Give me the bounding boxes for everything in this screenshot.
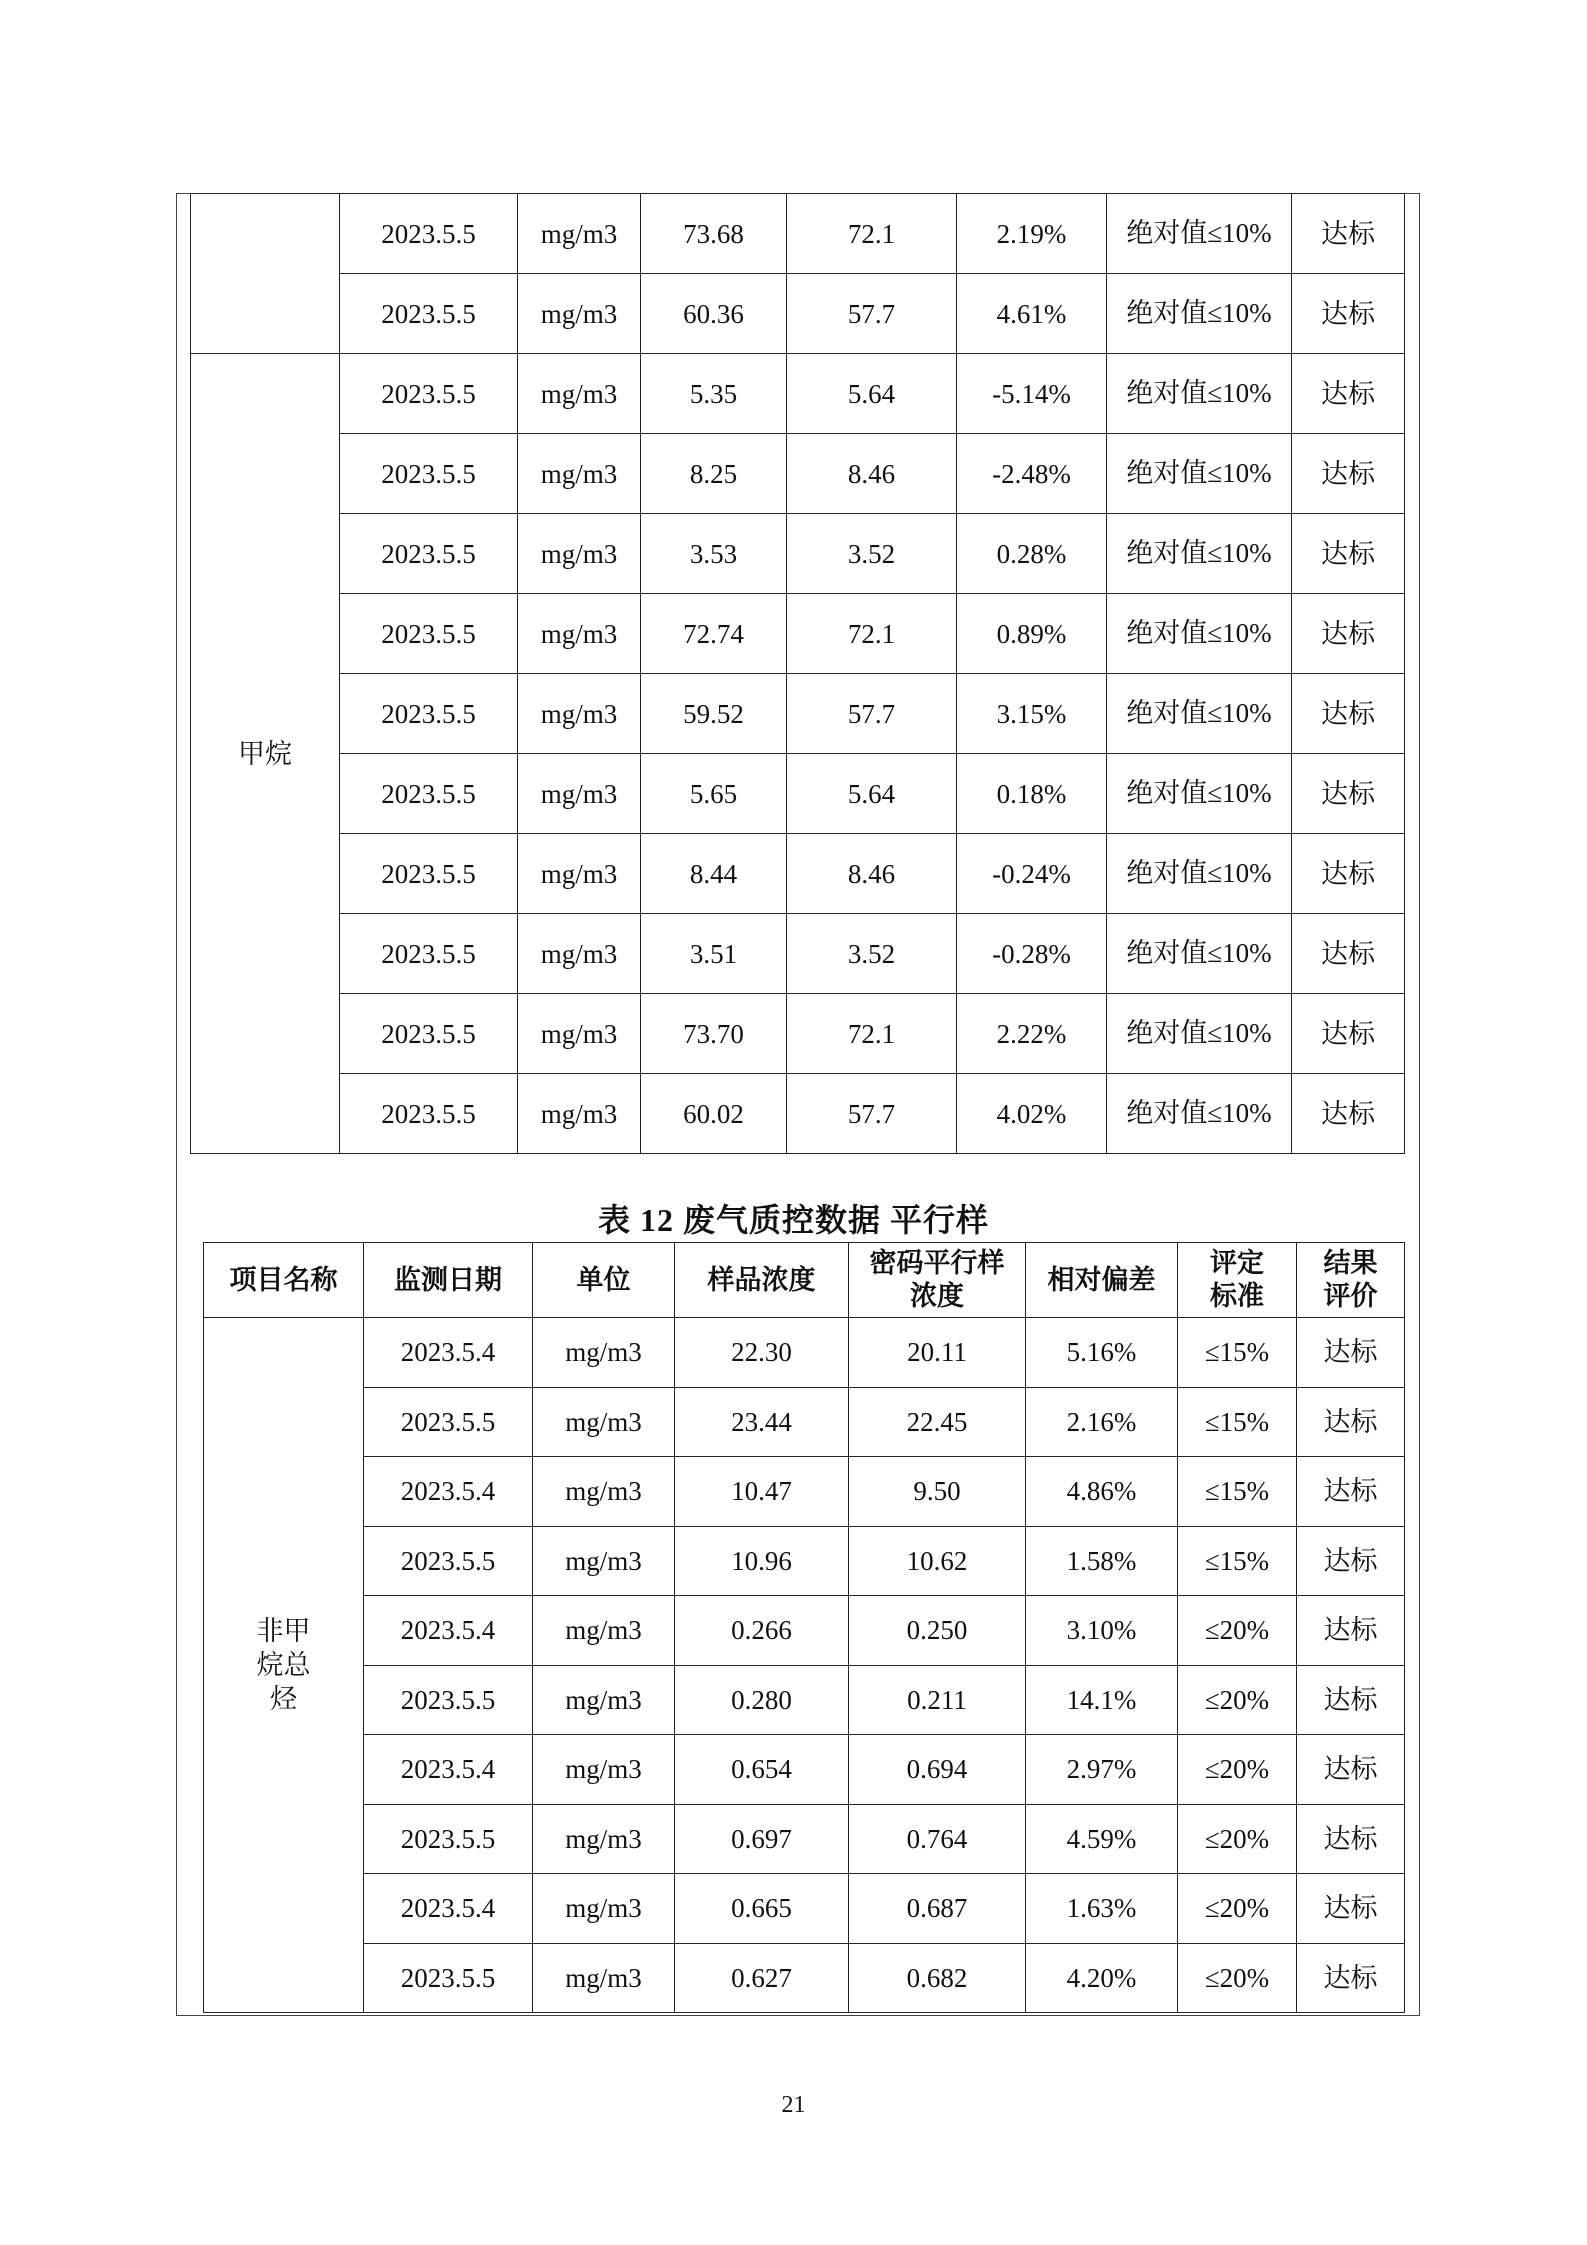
header-item-name: 项目名称: [204, 1243, 364, 1318]
sample-cell: 10.47: [675, 1457, 849, 1527]
deviation-cell: 1.58%: [1026, 1526, 1178, 1596]
date-cell: 2023.5.5: [364, 1943, 533, 2013]
measured-cell: 59.52: [641, 674, 787, 754]
standard-cell: ≤15%: [1178, 1526, 1297, 1596]
header-sample-conc: 样品浓度: [675, 1243, 849, 1318]
standard-cell: 绝对值≤10%: [1107, 994, 1292, 1074]
deviation-cell: 0.28%: [957, 514, 1107, 594]
date-cell: 2023.5.5: [340, 834, 518, 914]
sample-cell: 0.665: [675, 1874, 849, 1944]
table-row: [191, 194, 1405, 274]
standard-cell: ≤20%: [1178, 1943, 1297, 2013]
table-row: [191, 274, 1405, 354]
date-cell: 2023.5.5: [340, 994, 518, 1074]
result-cell: 达标: [1297, 1457, 1405, 1527]
table-row: [191, 434, 1405, 514]
standard-cell: ≤20%: [1178, 1804, 1297, 1874]
standard-cell: ≤20%: [1178, 1735, 1297, 1805]
reference-cell: 3.52: [787, 914, 957, 994]
standard-cell: 绝对值≤10%: [1107, 274, 1292, 354]
parallel-cell: 0.250: [849, 1596, 1026, 1666]
standard-cell: 绝对值≤10%: [1107, 834, 1292, 914]
sample-cell: 0.266: [675, 1596, 849, 1666]
measured-cell: 5.35: [641, 354, 787, 434]
deviation-cell: -2.48%: [957, 434, 1107, 514]
standard-cell: 绝对值≤10%: [1107, 914, 1292, 994]
table-row: [204, 1526, 1405, 1596]
parallel-cell: 9.50: [849, 1457, 1026, 1527]
deviation-cell: 4.02%: [957, 1074, 1107, 1154]
standard-cell: 绝对值≤10%: [1107, 594, 1292, 674]
table-row: [191, 514, 1405, 594]
item-name-cell: 非甲烷总烃: [204, 1318, 364, 2013]
unit-cell: mg/m3: [518, 754, 641, 834]
table-row: [204, 1318, 1405, 1388]
parallel-cell: 0.682: [849, 1943, 1026, 2013]
deviation-cell: -0.24%: [957, 834, 1107, 914]
unit-cell: mg/m3: [518, 594, 641, 674]
date-cell: 2023.5.5: [340, 594, 518, 674]
standard-cell: ≤20%: [1178, 1596, 1297, 1666]
date-cell: 2023.5.5: [364, 1665, 533, 1735]
unit-cell: mg/m3: [518, 434, 641, 514]
date-cell: 2023.5.4: [364, 1318, 533, 1388]
unit-cell: mg/m3: [518, 914, 641, 994]
date-cell: 2023.5.5: [340, 354, 518, 434]
result-cell: 达标: [1292, 594, 1405, 674]
date-cell: 2023.5.5: [364, 1804, 533, 1874]
table-row: [191, 1074, 1405, 1154]
measured-cell: 3.51: [641, 914, 787, 994]
standard-cell: 绝对值≤10%: [1107, 1074, 1292, 1154]
result-cell: 达标: [1292, 834, 1405, 914]
sample-cell: 0.280: [675, 1665, 849, 1735]
result-cell: 达标: [1297, 1387, 1405, 1457]
parallel-cell: 0.694: [849, 1735, 1026, 1805]
deviation-cell: 2.97%: [1026, 1735, 1178, 1805]
date-cell: 2023.5.5: [340, 434, 518, 514]
standard-cell: ≤15%: [1178, 1387, 1297, 1457]
standard-cell: ≤15%: [1178, 1318, 1297, 1388]
standard-cell: 绝对值≤10%: [1107, 354, 1292, 434]
result-cell: 达标: [1292, 754, 1405, 834]
deviation-cell: -5.14%: [957, 354, 1107, 434]
date-cell: 2023.5.5: [364, 1526, 533, 1596]
deviation-cell: 2.19%: [957, 194, 1107, 274]
reference-cell: 8.46: [787, 834, 957, 914]
unit-cell: mg/m3: [518, 674, 641, 754]
unit-cell: mg/m3: [518, 514, 641, 594]
unit-cell: mg/m3: [518, 354, 641, 434]
measured-cell: 73.70: [641, 994, 787, 1074]
table-row: [204, 1735, 1405, 1805]
unit-cell: mg/m3: [533, 1874, 675, 1944]
parallel-cell: 10.62: [849, 1526, 1026, 1596]
table-row: [204, 1457, 1405, 1527]
sample-cell: 22.30: [675, 1318, 849, 1388]
parallel-cell: 0.211: [849, 1665, 1026, 1735]
result-cell: 达标: [1297, 1318, 1405, 1388]
date-cell: 2023.5.5: [364, 1387, 533, 1457]
result-cell: 达标: [1297, 1943, 1405, 2013]
deviation-cell: 3.10%: [1026, 1596, 1178, 1666]
header-standard: 评定标准: [1178, 1243, 1297, 1318]
table-caption: 表 12 废气质控数据 平行样: [597, 1202, 989, 1238]
reference-cell: 3.52: [787, 514, 957, 594]
header-parallel-conc: 密码平行样浓度: [849, 1243, 1026, 1318]
measured-cell: 73.68: [641, 194, 787, 274]
unit-cell: mg/m3: [518, 274, 641, 354]
date-cell: 2023.5.5: [340, 674, 518, 754]
unit-cell: mg/m3: [518, 194, 641, 274]
parallel-cell: 0.764: [849, 1804, 1026, 1874]
standard-cell: ≤15%: [1178, 1457, 1297, 1527]
date-cell: 2023.5.4: [364, 1596, 533, 1666]
header-result: 结果评价: [1297, 1243, 1405, 1318]
result-cell: 达标: [1292, 274, 1405, 354]
unit-cell: mg/m3: [518, 1074, 641, 1154]
standard-sample-table: [190, 193, 1405, 1154]
result-cell: 达标: [1297, 1874, 1405, 1944]
result-cell: 达标: [1292, 434, 1405, 514]
standard-cell: 绝对值≤10%: [1107, 674, 1292, 754]
date-cell: 2023.5.5: [340, 194, 518, 274]
deviation-cell: 2.16%: [1026, 1387, 1178, 1457]
table-row: [191, 834, 1405, 914]
deviation-cell: 4.20%: [1026, 1943, 1178, 2013]
deviation-cell: 4.86%: [1026, 1457, 1178, 1527]
result-cell: 达标: [1292, 994, 1405, 1074]
table-row: [191, 754, 1405, 834]
date-cell: 2023.5.5: [340, 274, 518, 354]
deviation-cell: 0.89%: [957, 594, 1107, 674]
unit-cell: mg/m3: [533, 1526, 675, 1596]
reference-cell: 57.7: [787, 674, 957, 754]
result-cell: 达标: [1297, 1526, 1405, 1596]
date-cell: 2023.5.4: [364, 1457, 533, 1527]
table-row: [204, 1804, 1405, 1874]
header-unit: 单位: [533, 1243, 675, 1318]
measured-cell: 60.36: [641, 274, 787, 354]
table-row: [204, 1596, 1405, 1666]
unit-cell: mg/m3: [518, 994, 641, 1074]
reference-cell: 5.64: [787, 354, 957, 434]
sample-cell: 23.44: [675, 1387, 849, 1457]
standard-cell: 绝对值≤10%: [1107, 514, 1292, 594]
result-cell: 达标: [1297, 1735, 1405, 1805]
unit-cell: mg/m3: [533, 1387, 675, 1457]
unit-cell: mg/m3: [533, 1735, 675, 1805]
sample-cell: 10.96: [675, 1526, 849, 1596]
standard-cell: 绝对值≤10%: [1107, 194, 1292, 274]
header-relative-deviation: 相对偏差: [1026, 1243, 1178, 1318]
result-cell: 达标: [1292, 354, 1405, 434]
result-cell: 达标: [1292, 914, 1405, 994]
deviation-cell: 5.16%: [1026, 1318, 1178, 1388]
reference-cell: 72.1: [787, 994, 957, 1074]
standard-cell: 绝对值≤10%: [1107, 754, 1292, 834]
standard-cell: ≤20%: [1178, 1665, 1297, 1735]
parallel-cell: 0.687: [849, 1874, 1026, 1944]
reference-cell: 72.1: [787, 594, 957, 674]
item-name-cell: [191, 194, 340, 354]
sample-cell: 0.627: [675, 1943, 849, 2013]
standard-sample-table-body: [191, 194, 1405, 1154]
unit-cell: mg/m3: [533, 1457, 675, 1527]
deviation-cell: 3.15%: [957, 674, 1107, 754]
result-cell: 达标: [1292, 674, 1405, 754]
table-row: [204, 1943, 1405, 2013]
header-date: 监测日期: [364, 1243, 533, 1318]
parallel-cell: 22.45: [849, 1387, 1026, 1457]
measured-cell: 8.44: [641, 834, 787, 914]
table-row: [191, 674, 1405, 754]
table-row: [191, 994, 1405, 1074]
reference-cell: 5.64: [787, 754, 957, 834]
unit-cell: mg/m3: [533, 1318, 675, 1388]
deviation-cell: 2.22%: [957, 994, 1107, 1074]
measured-cell: 3.53: [641, 514, 787, 594]
date-cell: 2023.5.5: [340, 514, 518, 594]
table-row: [204, 1874, 1405, 1944]
page-number: 21: [781, 2092, 806, 2118]
reference-cell: 8.46: [787, 434, 957, 514]
deviation-cell: 4.59%: [1026, 1804, 1178, 1874]
sample-cell: 0.654: [675, 1735, 849, 1805]
unit-cell: mg/m3: [533, 1943, 675, 2013]
deviation-cell: 4.61%: [957, 274, 1107, 354]
standard-cell: 绝对值≤10%: [1107, 434, 1292, 514]
deviation-cell: -0.28%: [957, 914, 1107, 994]
result-cell: 达标: [1297, 1804, 1405, 1874]
result-cell: 达标: [1297, 1596, 1405, 1666]
date-cell: 2023.5.5: [340, 1074, 518, 1154]
date-cell: 2023.5.4: [364, 1735, 533, 1805]
table-row: [191, 914, 1405, 994]
parallel-sample-table-body: [204, 1318, 1405, 2013]
result-cell: 达标: [1292, 514, 1405, 594]
table-row: [191, 354, 1405, 434]
date-cell: 2023.5.5: [340, 914, 518, 994]
reference-cell: 57.7: [787, 1074, 957, 1154]
parallel-cell: 20.11: [849, 1318, 1026, 1388]
reference-cell: 57.7: [787, 274, 957, 354]
parallel-sample-table: [203, 1242, 1405, 2013]
measured-cell: 8.25: [641, 434, 787, 514]
date-cell: 2023.5.4: [364, 1874, 533, 1944]
measured-cell: 72.74: [641, 594, 787, 674]
table-row: [204, 1665, 1405, 1735]
table-row: [191, 594, 1405, 674]
unit-cell: mg/m3: [518, 834, 641, 914]
result-cell: 达标: [1292, 1074, 1405, 1154]
unit-cell: mg/m3: [533, 1804, 675, 1874]
unit-cell: mg/m3: [533, 1665, 675, 1735]
reference-cell: 72.1: [787, 194, 957, 274]
unit-cell: mg/m3: [533, 1596, 675, 1666]
sample-cell: 0.697: [675, 1804, 849, 1874]
measured-cell: 60.02: [641, 1074, 787, 1154]
table-row: [204, 1387, 1405, 1457]
deviation-cell: 1.63%: [1026, 1874, 1178, 1944]
result-cell: 达标: [1292, 194, 1405, 274]
measured-cell: 5.65: [641, 754, 787, 834]
deviation-cell: 0.18%: [957, 754, 1107, 834]
date-cell: 2023.5.5: [340, 754, 518, 834]
item-name-cell: 甲烷: [191, 354, 340, 1154]
deviation-cell: 14.1%: [1026, 1665, 1178, 1735]
standard-cell: ≤20%: [1178, 1874, 1297, 1944]
table-header-row: [204, 1243, 1405, 1318]
result-cell: 达标: [1297, 1665, 1405, 1735]
